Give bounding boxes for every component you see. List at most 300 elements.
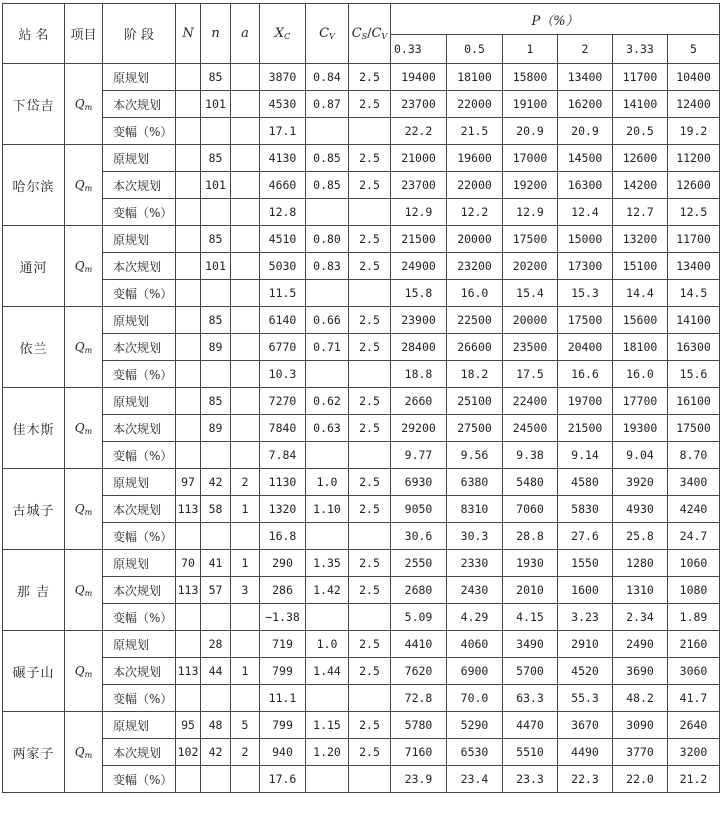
p-cell-5: 16300 (668, 334, 720, 361)
a-cell (231, 145, 260, 172)
p-cell-4: 2.34 (613, 604, 668, 631)
p-cell-3: 19700 (558, 388, 613, 415)
n-cell: 85 (201, 64, 231, 91)
table-row (3, 442, 720, 469)
station-name: 哈尔滨 (3, 145, 65, 226)
p-cell-3: 55.3 (558, 685, 613, 712)
N-cell (176, 226, 201, 253)
N-cell (176, 280, 201, 307)
p-cell-1: 4.29 (447, 604, 503, 631)
p-cell-0: 23700 (391, 172, 447, 199)
p-cell-3: 9.14 (558, 442, 613, 469)
a-cell (231, 172, 260, 199)
p-cell-1: 12.2 (447, 199, 503, 226)
p-cell-0: 7160 (391, 739, 447, 766)
table-row (3, 658, 720, 685)
xc-cell: 6140 (260, 307, 306, 334)
item-qm-sub: m (84, 345, 93, 355)
station-name: 古城子 (3, 469, 65, 550)
stage-cell: 原规划 (103, 388, 176, 415)
p-cell-2: 5700 (503, 658, 558, 685)
a-cell (231, 361, 260, 388)
header-p-5: 5 (668, 35, 720, 64)
p-cell-2: 19200 (503, 172, 558, 199)
N-cell (176, 388, 201, 415)
p-cell-5: 24.7 (668, 523, 720, 550)
p-cell-3: 4580 (558, 469, 613, 496)
cv-cell: 0.80 (306, 226, 349, 253)
n-cell: 89 (201, 415, 231, 442)
table-row (3, 523, 720, 550)
cv-cell: 1.35 (306, 550, 349, 577)
p-cell-5: 11700 (668, 226, 720, 253)
flood-frequency-table-container (2, 3, 720, 793)
p-cell-0: 21000 (391, 145, 447, 172)
p-cell-4: 25.8 (613, 523, 668, 550)
p-cell-0: 12.9 (391, 199, 447, 226)
n-cell (201, 604, 231, 631)
cv-cell (306, 118, 349, 145)
xc-cell: 4130 (260, 145, 306, 172)
table-row (3, 388, 720, 415)
p-cell-4: 22.0 (613, 766, 668, 793)
cscv-cell: 2.5 (349, 334, 391, 361)
xc-cell: 799 (260, 712, 306, 739)
header-station: 站 名 (3, 4, 65, 64)
a-cell (231, 415, 260, 442)
xc-cell: 7840 (260, 415, 306, 442)
xc-cell: 799 (260, 658, 306, 685)
header-n: n (201, 4, 231, 64)
cscv-cell: 2.5 (349, 577, 391, 604)
stage-cell: 原规划 (103, 631, 176, 658)
p-cell-5: 1.89 (668, 604, 720, 631)
p-cell-4: 1310 (613, 577, 668, 604)
p-cell-5: 8.70 (668, 442, 720, 469)
a-cell: 1 (231, 658, 260, 685)
p-cell-0: 30.6 (391, 523, 447, 550)
xc-cell: 290 (260, 550, 306, 577)
stage-cell: 本次规划 (103, 658, 176, 685)
p-cell-2: 15.4 (503, 280, 558, 307)
xc-cell: 11.5 (260, 280, 306, 307)
stage-cell: 变幅（%） (103, 118, 176, 145)
p-cell-5: 12400 (668, 91, 720, 118)
header-xc: $X_C$ (260, 4, 306, 64)
p-cell-0: 23700 (391, 91, 447, 118)
n-cell: 89 (201, 334, 231, 361)
p-cell-2: 17500 (503, 226, 558, 253)
cscv-cell: 2.5 (349, 91, 391, 118)
table-row (3, 550, 720, 577)
p-cell-0: 5.09 (391, 604, 447, 631)
item-qm-main: Q (74, 420, 85, 435)
stage-cell: 原规划 (103, 64, 176, 91)
stage-cell: 本次规划 (103, 91, 176, 118)
table-row (3, 172, 720, 199)
a-cell (231, 523, 260, 550)
p-cell-1: 23200 (447, 253, 503, 280)
p-cell-4: 3920 (613, 469, 668, 496)
p-cell-4: 2490 (613, 631, 668, 658)
stage-cell: 原规划 (103, 145, 176, 172)
N-cell (176, 523, 201, 550)
xc-cell: 5030 (260, 253, 306, 280)
p-cell-0: 9.77 (391, 442, 447, 469)
n-cell (201, 523, 231, 550)
p-cell-2: 23.3 (503, 766, 558, 793)
cscv-cell: 2.5 (349, 226, 391, 253)
cscv-cell (349, 685, 391, 712)
n-cell (201, 118, 231, 145)
cscv-cell: 2.5 (349, 739, 391, 766)
xc-cell: 17.6 (260, 766, 306, 793)
p-cell-1: 70.0 (447, 685, 503, 712)
p-cell-3: 4490 (558, 739, 613, 766)
p-cell-2: 20.9 (503, 118, 558, 145)
n-cell: 42 (201, 469, 231, 496)
station-name: 通河 (3, 226, 65, 307)
item-qm-main: Q (74, 501, 85, 516)
N-cell (176, 307, 201, 334)
item-qm-main: Q (74, 258, 85, 273)
p-cell-1: 25100 (447, 388, 503, 415)
p-cell-1: 4060 (447, 631, 503, 658)
p-cell-5: 19.2 (668, 118, 720, 145)
n-cell: 41 (201, 550, 231, 577)
p-cell-3: 16.6 (558, 361, 613, 388)
table-row (3, 361, 720, 388)
cv-cell (306, 361, 349, 388)
table-row (3, 280, 720, 307)
p-cell-1: 2330 (447, 550, 503, 577)
item-qm-sub: m (84, 588, 93, 598)
p-cell-0: 24900 (391, 253, 447, 280)
stage-cell: 变幅（%） (103, 523, 176, 550)
xc-cell: 10.3 (260, 361, 306, 388)
n-cell (201, 199, 231, 226)
n-cell: 85 (201, 145, 231, 172)
table-row (3, 739, 720, 766)
p-cell-2: 12.9 (503, 199, 558, 226)
cv-cell (306, 442, 349, 469)
cscv-cell: 2.5 (349, 388, 391, 415)
table-body (3, 64, 720, 793)
p-cell-5: 15.6 (668, 361, 720, 388)
cscv-cell (349, 442, 391, 469)
cscv-cell: 2.5 (349, 550, 391, 577)
p-cell-5: 2640 (668, 712, 720, 739)
N-cell: 102 (176, 739, 201, 766)
header-cs-cv: $C_S/C_V$ (349, 4, 391, 64)
item-qm (65, 388, 103, 469)
n-cell: 48 (201, 712, 231, 739)
N-cell (176, 361, 201, 388)
n-cell (201, 766, 231, 793)
xc-cell: 11.1 (260, 685, 306, 712)
p-cell-4: 17700 (613, 388, 668, 415)
p-cell-3: 12.4 (558, 199, 613, 226)
p-cell-2: 5510 (503, 739, 558, 766)
p-cell-0: 28400 (391, 334, 447, 361)
xc-cell: 17.1 (260, 118, 306, 145)
p-cell-5: 3400 (668, 469, 720, 496)
p-cell-0: 7620 (391, 658, 447, 685)
cv-cell (306, 280, 349, 307)
p-cell-3: 3.23 (558, 604, 613, 631)
p-cell-2: 20000 (503, 307, 558, 334)
p-cell-2: 3490 (503, 631, 558, 658)
n-cell (201, 361, 231, 388)
p-cell-3: 13400 (558, 64, 613, 91)
a-cell (231, 685, 260, 712)
a-cell: 5 (231, 712, 260, 739)
n-cell: 28 (201, 631, 231, 658)
item-qm (65, 631, 103, 712)
p-cell-1: 18100 (447, 64, 503, 91)
p-cell-4: 19300 (613, 415, 668, 442)
p-cell-1: 8310 (447, 496, 503, 523)
cv-cell: 0.63 (306, 415, 349, 442)
cscv-cell: 2.5 (349, 658, 391, 685)
n-cell: 85 (201, 388, 231, 415)
a-cell (231, 766, 260, 793)
cscv-cell: 2.5 (349, 307, 391, 334)
a-cell (231, 307, 260, 334)
station-name: 两家子 (3, 712, 65, 793)
cv-cell (306, 523, 349, 550)
cscv-cell (349, 361, 391, 388)
header-item: 项目 (65, 4, 103, 64)
p-cell-2: 24500 (503, 415, 558, 442)
N-cell (176, 685, 201, 712)
header-p-4: 3.33 (613, 35, 668, 64)
item-qm-main: Q (74, 582, 85, 597)
cv-cell: 1.10 (306, 496, 349, 523)
p-cell-3: 16200 (558, 91, 613, 118)
cv-cell: 0.66 (306, 307, 349, 334)
p-cell-4: 18100 (613, 334, 668, 361)
p-cell-4: 15100 (613, 253, 668, 280)
table-row (3, 685, 720, 712)
N-cell (176, 64, 201, 91)
cscv-cell: 2.5 (349, 145, 391, 172)
N-cell: 113 (176, 496, 201, 523)
p-cell-3: 15000 (558, 226, 613, 253)
p-cell-0: 18.8 (391, 361, 447, 388)
p-cell-0: 22.2 (391, 118, 447, 145)
p-cell-3: 27.6 (558, 523, 613, 550)
stage-cell: 本次规划 (103, 415, 176, 442)
p-cell-3: 4520 (558, 658, 613, 685)
p-cell-0: 6930 (391, 469, 447, 496)
table-row (3, 766, 720, 793)
table-row (3, 712, 720, 739)
stage-cell: 变幅（%） (103, 442, 176, 469)
table-row (3, 226, 720, 253)
p-cell-0: 29200 (391, 415, 447, 442)
p-cell-5: 14.5 (668, 280, 720, 307)
a-cell (231, 631, 260, 658)
stage-cell: 本次规划 (103, 172, 176, 199)
table-row (3, 604, 720, 631)
n-cell: 57 (201, 577, 231, 604)
xc-cell: 4660 (260, 172, 306, 199)
xc-cell: 6770 (260, 334, 306, 361)
header-N: N (176, 4, 201, 64)
a-cell (231, 253, 260, 280)
p-cell-3: 22.3 (558, 766, 613, 793)
p-cell-2: 15800 (503, 64, 558, 91)
p-cell-1: 18.2 (447, 361, 503, 388)
p-cell-0: 9050 (391, 496, 447, 523)
cv-cell (306, 604, 349, 631)
stage-cell: 原规划 (103, 307, 176, 334)
xc-cell: 7.84 (260, 442, 306, 469)
p-cell-4: 13200 (613, 226, 668, 253)
xc-cell: −1.38 (260, 604, 306, 631)
stage-cell: 本次规划 (103, 739, 176, 766)
header-row-1 (3, 4, 720, 35)
table-row (3, 118, 720, 145)
item-qm-sub: m (84, 507, 93, 517)
item-qm-main: Q (74, 663, 85, 678)
cscv-cell (349, 523, 391, 550)
item-qm (65, 64, 103, 145)
p-cell-1: 16.0 (447, 280, 503, 307)
p-cell-1: 20000 (447, 226, 503, 253)
cv-cell (306, 766, 349, 793)
item-qm-main: Q (74, 339, 85, 354)
p-cell-4: 9.04 (613, 442, 668, 469)
p-cell-1: 9.56 (447, 442, 503, 469)
a-cell: 1 (231, 496, 260, 523)
a-cell (231, 388, 260, 415)
n-cell: 101 (201, 172, 231, 199)
item-qm-sub: m (84, 426, 93, 436)
p-cell-1: 23.4 (447, 766, 503, 793)
p-cell-4: 20.5 (613, 118, 668, 145)
xc-cell: 719 (260, 631, 306, 658)
N-cell (176, 199, 201, 226)
p-cell-5: 11200 (668, 145, 720, 172)
flood-frequency-table (2, 3, 720, 793)
p-cell-3: 21500 (558, 415, 613, 442)
p-cell-2: 4470 (503, 712, 558, 739)
stage-cell: 变幅（%） (103, 280, 176, 307)
p-cell-3: 20400 (558, 334, 613, 361)
p-cell-1: 6530 (447, 739, 503, 766)
item-qm-sub: m (84, 669, 93, 679)
N-cell: 97 (176, 469, 201, 496)
item-qm-main: Q (74, 96, 85, 111)
table-row (3, 577, 720, 604)
p-cell-2: 7060 (503, 496, 558, 523)
item-qm (65, 712, 103, 793)
p-cell-0: 72.8 (391, 685, 447, 712)
cscv-cell: 2.5 (349, 496, 391, 523)
p-cell-1: 19600 (447, 145, 503, 172)
cv-cell: 0.85 (306, 145, 349, 172)
p-cell-1: 22500 (447, 307, 503, 334)
p-cell-2: 20200 (503, 253, 558, 280)
xc-cell: 12.8 (260, 199, 306, 226)
p-cell-5: 1080 (668, 577, 720, 604)
station-name: 碾子山 (3, 631, 65, 712)
stage-cell: 本次规划 (103, 334, 176, 361)
p-cell-0: 19400 (391, 64, 447, 91)
N-cell: 113 (176, 658, 201, 685)
xc-cell: 1320 (260, 496, 306, 523)
n-cell (201, 685, 231, 712)
n-cell: 42 (201, 739, 231, 766)
a-cell (231, 604, 260, 631)
cscv-cell: 2.5 (349, 172, 391, 199)
item-qm-sub: m (84, 264, 93, 274)
p-cell-0: 15.8 (391, 280, 447, 307)
N-cell: 95 (176, 712, 201, 739)
N-cell (176, 604, 201, 631)
item-qm (65, 226, 103, 307)
a-cell (231, 280, 260, 307)
a-cell (231, 442, 260, 469)
cv-cell: 1.0 (306, 469, 349, 496)
p-cell-4: 48.2 (613, 685, 668, 712)
p-cell-5: 4240 (668, 496, 720, 523)
p-cell-4: 12600 (613, 145, 668, 172)
cscv-cell (349, 280, 391, 307)
p-cell-5: 21.2 (668, 766, 720, 793)
p-cell-1: 6900 (447, 658, 503, 685)
N-cell (176, 145, 201, 172)
p-cell-4: 15600 (613, 307, 668, 334)
p-cell-3: 17300 (558, 253, 613, 280)
cscv-cell: 2.5 (349, 469, 391, 496)
p-cell-1: 26600 (447, 334, 503, 361)
p-cell-5: 2160 (668, 631, 720, 658)
item-qm-sub: m (84, 183, 93, 193)
p-cell-5: 14100 (668, 307, 720, 334)
p-cell-2: 5480 (503, 469, 558, 496)
item-qm-main: Q (74, 744, 85, 759)
stage-cell: 原规划 (103, 712, 176, 739)
xc-cell: 16.8 (260, 523, 306, 550)
p-cell-2: 2010 (503, 577, 558, 604)
p-cell-1: 22000 (447, 91, 503, 118)
a-cell (231, 199, 260, 226)
stage-cell: 本次规划 (103, 253, 176, 280)
p-cell-1: 6380 (447, 469, 503, 496)
table-row (3, 307, 720, 334)
N-cell: 70 (176, 550, 201, 577)
a-cell: 3 (231, 577, 260, 604)
station-name: 下岱吉 (3, 64, 65, 145)
p-cell-4: 12.7 (613, 199, 668, 226)
xc-cell: 286 (260, 577, 306, 604)
table-row (3, 91, 720, 118)
table-row (3, 253, 720, 280)
cv-cell: 0.87 (306, 91, 349, 118)
cscv-cell: 2.5 (349, 415, 391, 442)
cv-cell (306, 685, 349, 712)
p-cell-2: 4.15 (503, 604, 558, 631)
xc-cell: 3870 (260, 64, 306, 91)
p-cell-0: 2550 (391, 550, 447, 577)
item-qm (65, 469, 103, 550)
item-qm (65, 145, 103, 226)
n-cell: 101 (201, 253, 231, 280)
n-cell (201, 442, 231, 469)
